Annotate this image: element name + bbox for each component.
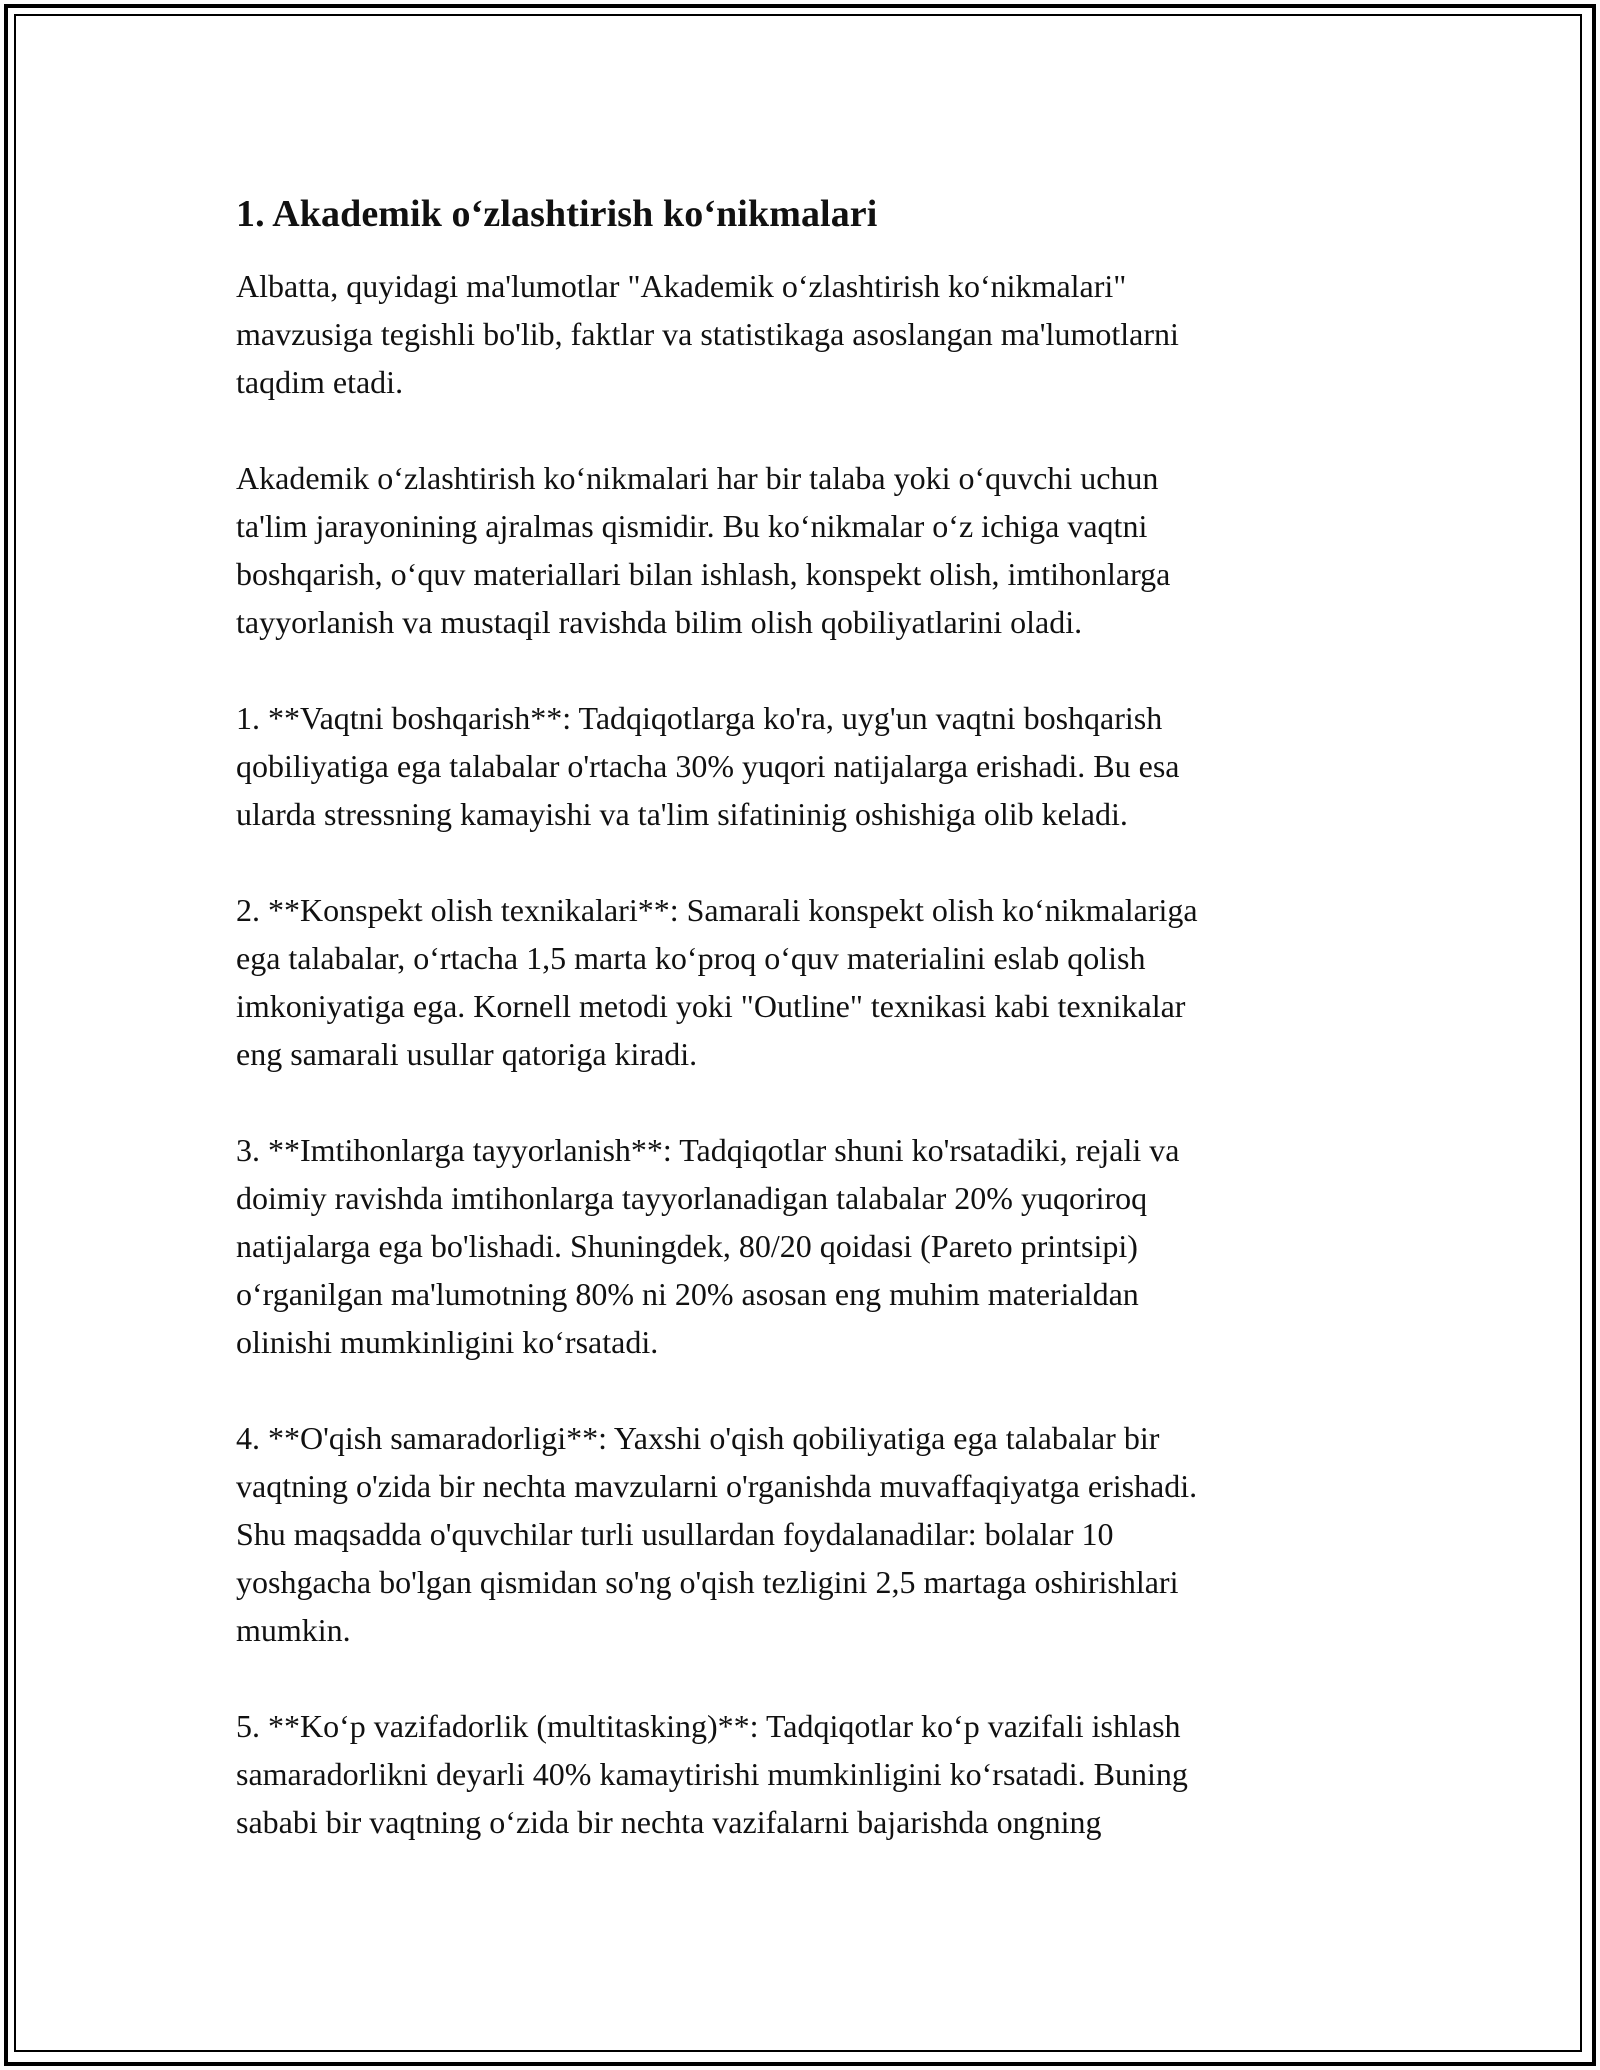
paragraph-note-taking: 2. **Konspekt olish texnikalari**: Samarali konspekt olish ko‘nikmalariga ega talabalar, o‘rtacha 1,5 marta ko‘proq o‘quv materialini eslab qolish imkoniyatiga ega. Kornell metodi yoki "Outline" texnikasi kabi texnikalar eng samarali usullar qatoriga kiradi. [236,892,1198,1072]
paragraph-time-management: 1. **Vaqtni boshqarish**: Tadqiqotlarga ko'ra, uyg'un vaqtni boshqarish qobiliyatiga ega talabalar o'rtacha 30% yuqori natijalarga erishadi. Bu esa ularda stressning kamayishi va ta'lim sifatininig oshishiga olib keladi. [236,700,1180,832]
document-title: 1. Akademik o‘zlashtirish ko‘nikmalari [236,193,878,235]
paragraph-intro: Albatta, quyidagi ma'lumotlar "Akademik o‘zlashtirish ko‘nikmalari" mavzusiga tegishli bo'lib, faktlar va statistikaga asoslangan ma'lumotlarni taqdim etadi. [236,268,1179,400]
paragraph-exam-prep: 3. **Imtihonlarga tayyorlanish**: Tadqiqotlar shuni ko'rsatadiki, rejali va doimiy ravishda imtihonlarga tayyorlanadigan talabalar 20% yuqoriroq natijalarga ega bo'lishadi. Shuningdek, 80/20 qoidasi (Pareto printsipi) o‘rganilgan ma'lumotning 80% ni 20% asosan eng muhim materialdan olinishi mumkinligini ko‘rsatadi. [236,1132,1180,1360]
paragraph-overview: Akademik o‘zlashtirish ko‘nikmalari har bir talaba yoki o‘quvchi uchun ta'lim jarayonining ajralmas qismidir. Bu ko‘nikmalar o‘z ichiga vaqtni boshqarish, o‘quv materiallari bilan ishlash, konspekt olish, imtihonlarga tayyorlanish va mustaqil ravishda bilim olish qobiliyatlarini oladi. [236,460,1171,640]
paragraph-multitasking: 5. **Ko‘p vazifadorlik (multitasking)**: Tadqiqotlar ko‘p vazifali ishlash samaradorlikni deyarli 40% kamaytirishi mumkinligini ko‘rsatadi. Buning sababi bir vaqtning o‘zida bir nechta vazifalarni bajarishda ongning [236,1708,1188,1840]
document-body [236,186,1356,1894]
paragraph-reading-efficiency: 4. **O'qish samaradorligi**: Yaxshi o'qish qobiliyatiga ega talabalar bir vaqtning o'zida bir nechta mavzularni o'rganishda muvaffaqiyatga erishadi. Shu maqsadda o'quvchilar turli usullardan foydalanadilar: bolalar 10 yoshgacha bo'lgan qismidan so'ng o'qish tezligini 2,5 martaga oshirishlari mumkin. [236,1420,1198,1648]
